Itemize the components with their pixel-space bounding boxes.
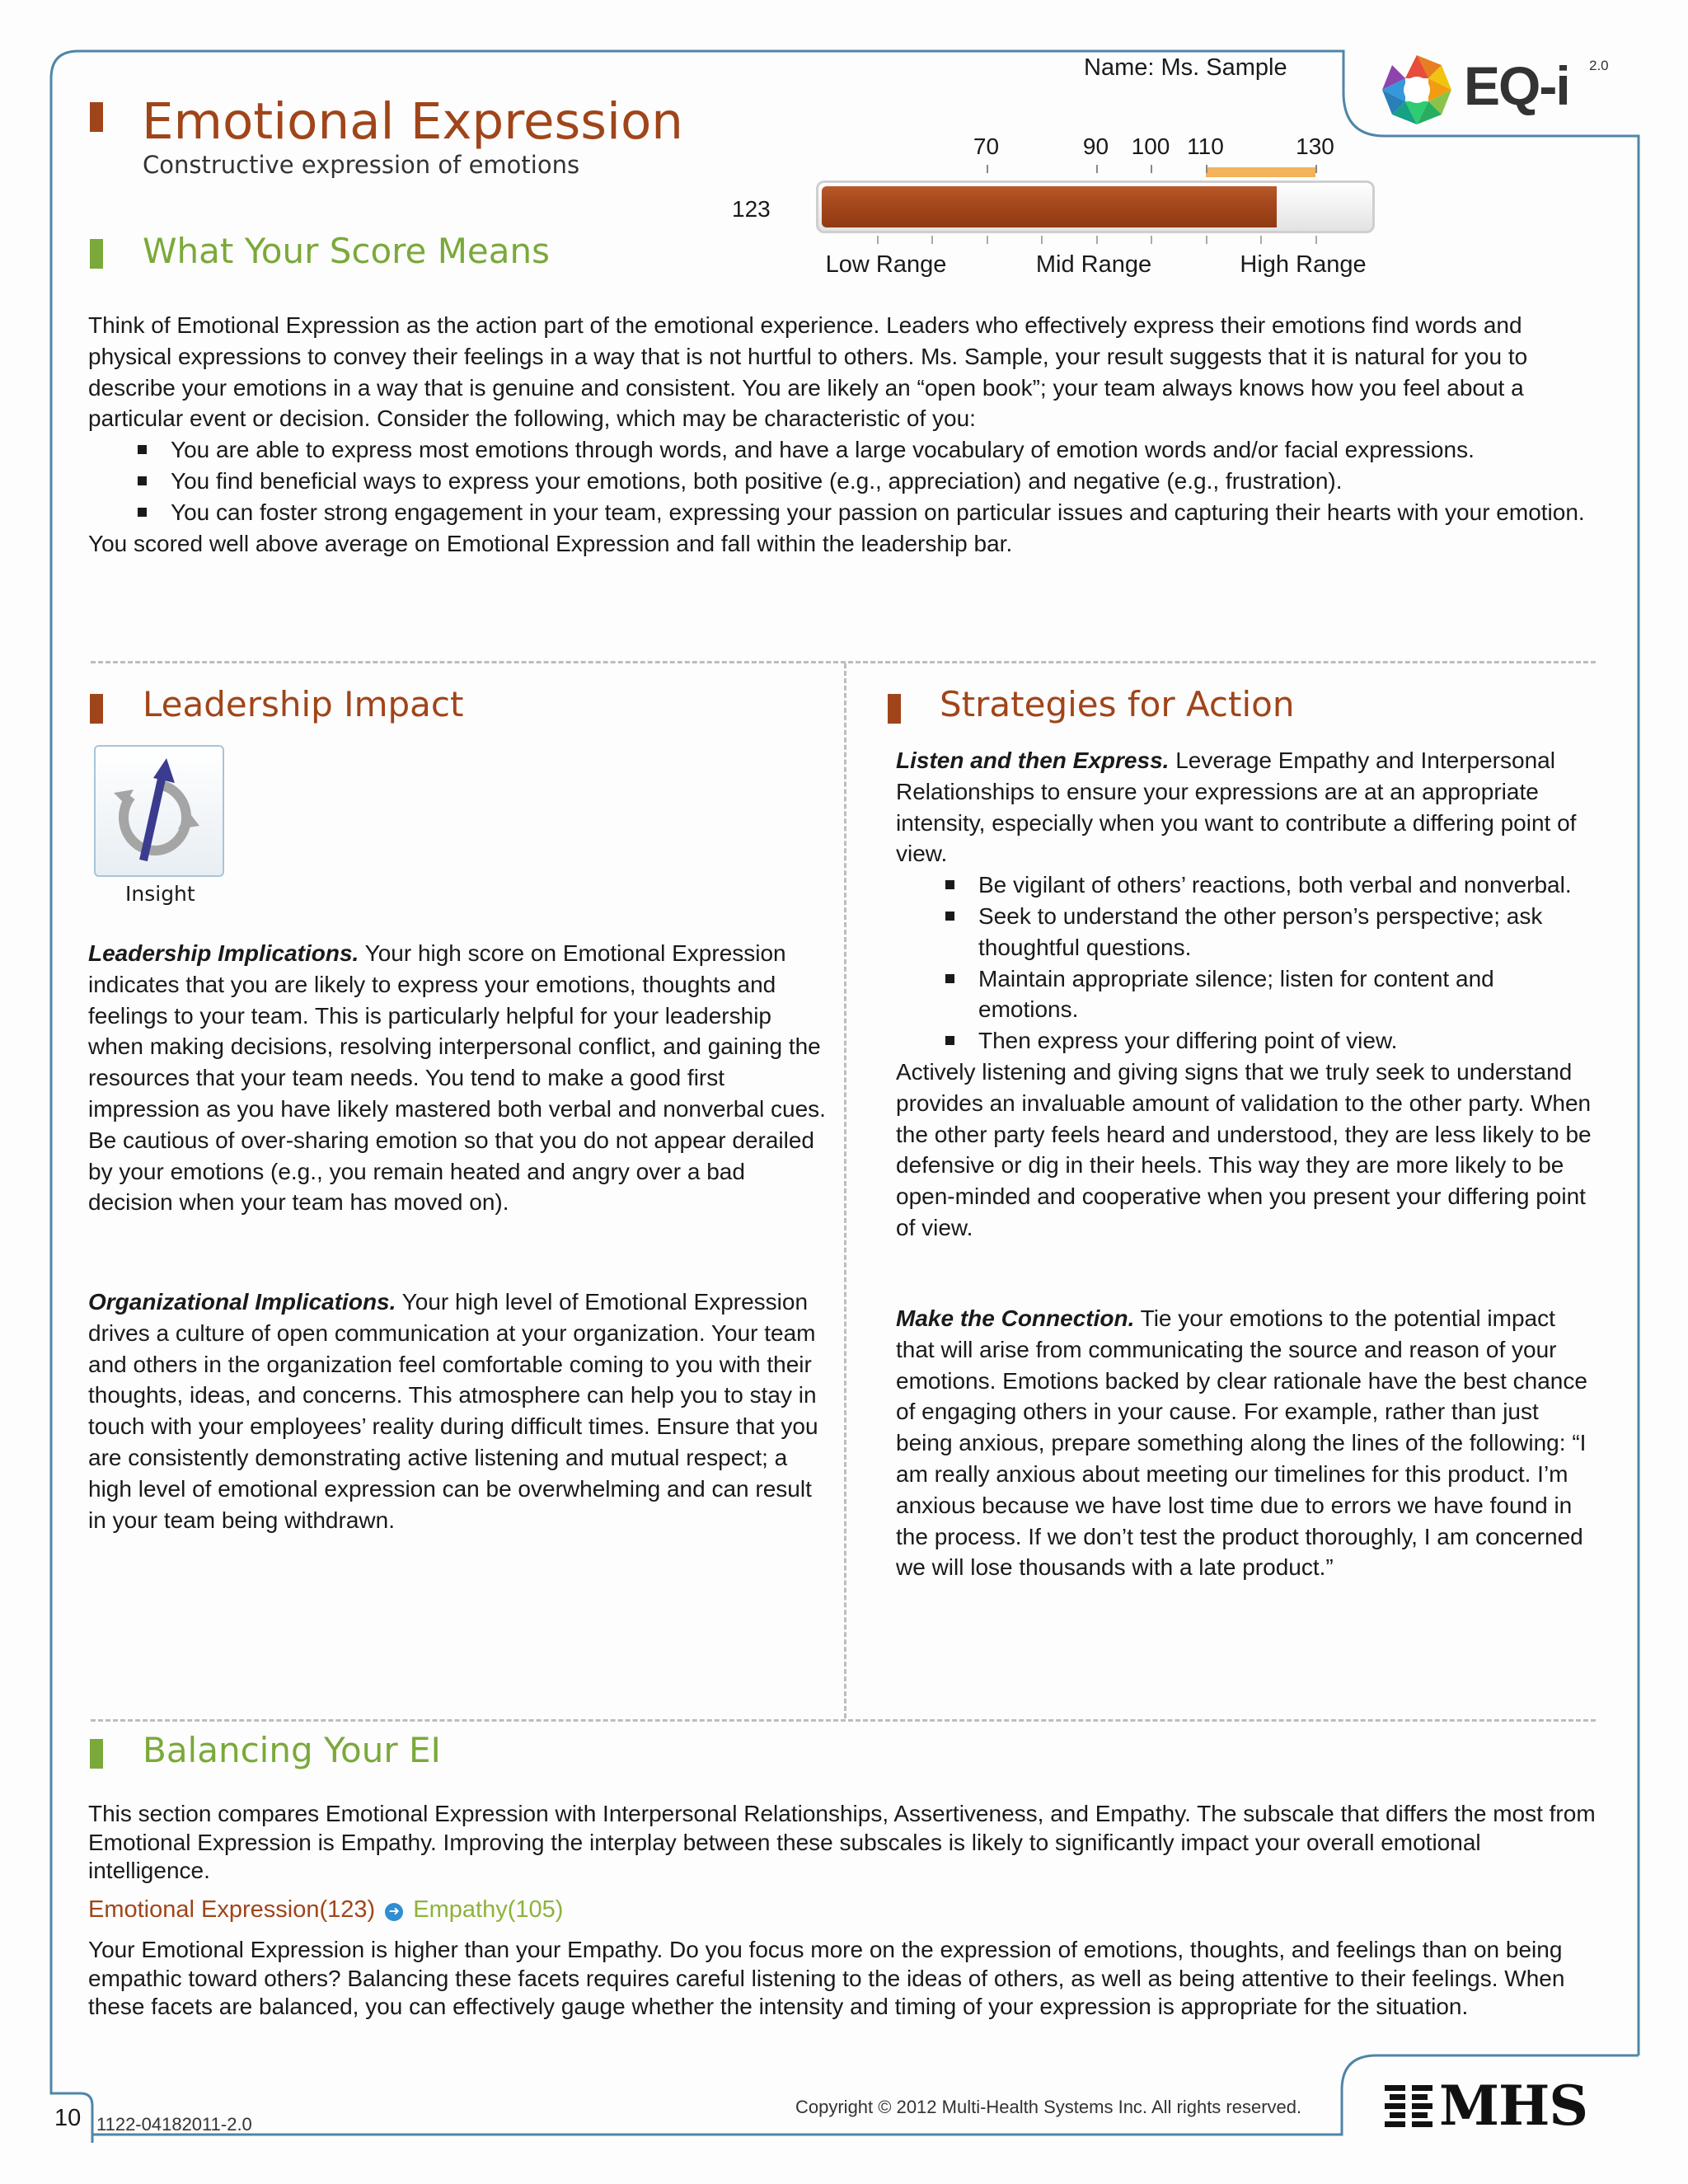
section-marker — [90, 694, 103, 724]
scale-tick-label: 90 — [1082, 134, 1109, 159]
list-item: Maintain appropriate silence; listen for content and emotions. — [978, 963, 1597, 1026]
list-item: Then express your differing point of view. — [978, 1025, 1597, 1057]
scale-minor-tick — [1041, 236, 1043, 244]
scale-minor-tick — [1096, 236, 1098, 244]
page-subtitle: Constructive expression of emotions — [143, 151, 580, 179]
scale-tick-label: 110 — [1187, 134, 1224, 159]
section-marker — [90, 239, 103, 269]
scale-minor-tick — [877, 236, 879, 244]
score-bar-fill — [822, 186, 1277, 227]
list-item: You find beneficial ways to express your emotions, both positive (e.g., appreciation) and negative (e.g., frustration). — [171, 466, 1605, 497]
scale-minor-tick — [987, 236, 988, 244]
low-range-label: Low Range — [825, 251, 947, 278]
scale-tick-mark — [1151, 165, 1152, 173]
strategy-listen-bullets — [978, 869, 1597, 1057]
section-marker — [888, 694, 901, 724]
organizational-implications — [88, 1286, 830, 1535]
page-title: Emotional Expression — [142, 92, 683, 151]
insight-caption: Insight — [125, 882, 195, 906]
balancing-heading: Balancing Your EI — [143, 1730, 441, 1770]
mid-range-label: Mid Range — [1035, 251, 1152, 278]
score-means-section — [88, 310, 1605, 559]
copyright-notice: Copyright © 2012 Multi-Health Systems Inc. All rights reserved. — [795, 2097, 1302, 2117]
strategy-connection-title: Make the Connection. — [896, 1305, 1135, 1331]
strategy-listen-text: Leverage Empathy and Interpersonal Relationships to ensure your expressions are at an appropriate intensity, especially when you want to contribute a differing point of view. — [896, 748, 1577, 867]
score-means-heading: What Your Score Means — [143, 231, 551, 271]
page-number: 10 — [54, 2105, 82, 2131]
high-range-label: High Range — [1240, 251, 1367, 278]
list-item: Seek to understand the other person’s perspective; ask thoughtful questions. — [978, 901, 1597, 963]
document-code: 1122-04182011-2.0 — [96, 2114, 252, 2135]
participant-name: Name: Ms. Sample — [1084, 54, 1287, 81]
scale-minor-tick — [1151, 236, 1152, 244]
divider — [91, 1719, 1596, 1722]
score-means-closing: You scored well above average on Emotional Expression and fall within the leadership bar. — [88, 530, 1013, 556]
strategy-listen-closing: Actively listening and giving signs that we truly seek to understand provides an invaluable amount of validation to the other party. When the other party feels heard and understood, they are less likely to be defensive or dig in their heels. This way they are more likely to be open-minded and cooperative when you present your differing point of view. — [896, 1058, 1592, 1240]
comparison-right: Empathy(105) — [413, 1896, 564, 1923]
list-item: You are able to express most emotions through words, and have a large vocabulary of emotion words and/or facial expressions. — [171, 434, 1605, 466]
scale-tick-mark — [1315, 165, 1317, 173]
balancing-comparison — [88, 1896, 563, 1924]
divider — [91, 661, 1596, 663]
leadership-implications-text: Your high score on Emotional Expression indicates that you are likely to express your emotions, thoughts and feelings to your team. This is particularly helpful for your leadership when making decisions, resolving interpersonal conflict, and gaining the resources that your team needs. You tend to make a good first impression as you have likely mastered both verbal and nonverbal cues. Be cautious of over-sharing emotion so that you do not appear derailed by your emotions (e.g., you remain heated and angry over a bad decision when your team has moved on). — [88, 940, 826, 1216]
eqi-logo — [1378, 49, 1625, 129]
score-means-bullets — [171, 434, 1605, 527]
eqi-flower-icon — [1378, 51, 1456, 129]
balancing-text: Your Emotional Expression is higher than your Empathy. Do you focus more on the expression of emotions, thoughts, and feelings than on being empathic toward others? Balancing these facets requires careful listening to the ideas of others, as well as being attentive to their feelings. When these facets are balanced, you can effectively gauge whether the intensity and timing of your expression is appropriate for the situation. — [88, 1937, 1565, 2019]
list-item: Be vigilant of others’ reactions, both verbal and nonverbal. — [978, 869, 1597, 901]
divider — [844, 663, 846, 1718]
strategy-connection-text: Tie your emotions to the potential impact that will arise from communicating the source and reason of your emotions. Emotions backed by clear rationale have the best chance of engaging others in your cause. For example, rather than just being anxious, prepare something along the lines of the following: “I am really anxious about meeting our timelines for this product. I’m anxious because we have lost time due to errors we have found in the process. If we don’t test the product thoroughly, I am concerned we will lose thousands with a late product.” — [896, 1305, 1587, 1581]
organizational-implications-title: Organizational Implications. — [88, 1289, 396, 1315]
scale-minor-tick — [1206, 236, 1207, 244]
leadership-implications-title: Leadership Implications. — [88, 940, 359, 966]
list-item: You can foster strong engagement in your team, expressing your passion on particular issues and capturing their hearts with your emotion. — [171, 497, 1605, 528]
scale-tick-mark — [1096, 165, 1098, 173]
strategy-listen — [896, 745, 1597, 1244]
organizational-implications-text: Your high level of Emotional Expression drives a culture of open communication at your organization. Your team and others in the organization feel comfortable coming to you with their thoughts, ideas, and concerns. This atmosphere can help you to stay in touch with your employees’ reality during difficult times. Ensure that you are consistently demonstrating active listening and mutual respect; a high level of emotional expression can be overwhelming and can result in your team being withdrawn. — [88, 1289, 818, 1533]
leadership-implications — [88, 938, 830, 1218]
mhs-logo — [1383, 2074, 1614, 2138]
mhs-logo-text: MHS — [1439, 2074, 1588, 2138]
eqi-logo-text: EQ-i — [1464, 55, 1569, 116]
scale-tick-mark — [1206, 165, 1207, 173]
section-marker — [90, 102, 103, 132]
section-marker — [90, 1739, 103, 1769]
scale-minor-tick — [1315, 236, 1317, 244]
eqi-logo-version: 2.0 — [1589, 58, 1609, 73]
strategies-heading: Strategies for Action — [940, 684, 1295, 724]
score-value-label: 123 — [732, 196, 771, 222]
insight-icon — [94, 745, 224, 877]
strategy-listen-title: Listen and then Express. — [896, 748, 1170, 773]
scale-tick-label: 100 — [1131, 134, 1170, 159]
scale-tick-label: 130 — [1296, 134, 1334, 159]
compare-arrow-icon: ➜ — [385, 1903, 403, 1921]
scale-tick-label: 70 — [973, 134, 1000, 159]
leadership-bar — [1206, 167, 1315, 177]
comparison-left: Emotional Expression(123) — [88, 1896, 376, 1923]
score-means-intro: Think of Emotional Expression as the action part of the emotional experience. Leaders who effectively express their emotions find words and physical expressions to convey their feelings in a way that is not hurtful to others. Ms. Sample, your result suggests that it is natural for you to describe your emotions in a way that is genuine and consistent. You are likely an “open book”; your team always knows how you feel about a particular event or decision. Consider the following, which may be characteristic of you: — [88, 312, 1528, 432]
mhs-emblem-icon — [1383, 2082, 1434, 2133]
balancing-intro: This section compares Emotional Expression with Interpersonal Relationships, Assertiveness, and Empathy. The subscale that differs the most from Emotional Expression is Empathy. Improving the interplay between these subscales is likely to significantly impact your overall emotional intelligence. — [88, 1801, 1596, 1883]
scale-minor-tick — [1260, 236, 1262, 244]
scale-tick-mark — [987, 165, 988, 173]
strategy-connection — [896, 1303, 1597, 1583]
leadership-impact-heading: Leadership Impact — [143, 684, 464, 724]
scale-minor-tick — [931, 236, 933, 244]
